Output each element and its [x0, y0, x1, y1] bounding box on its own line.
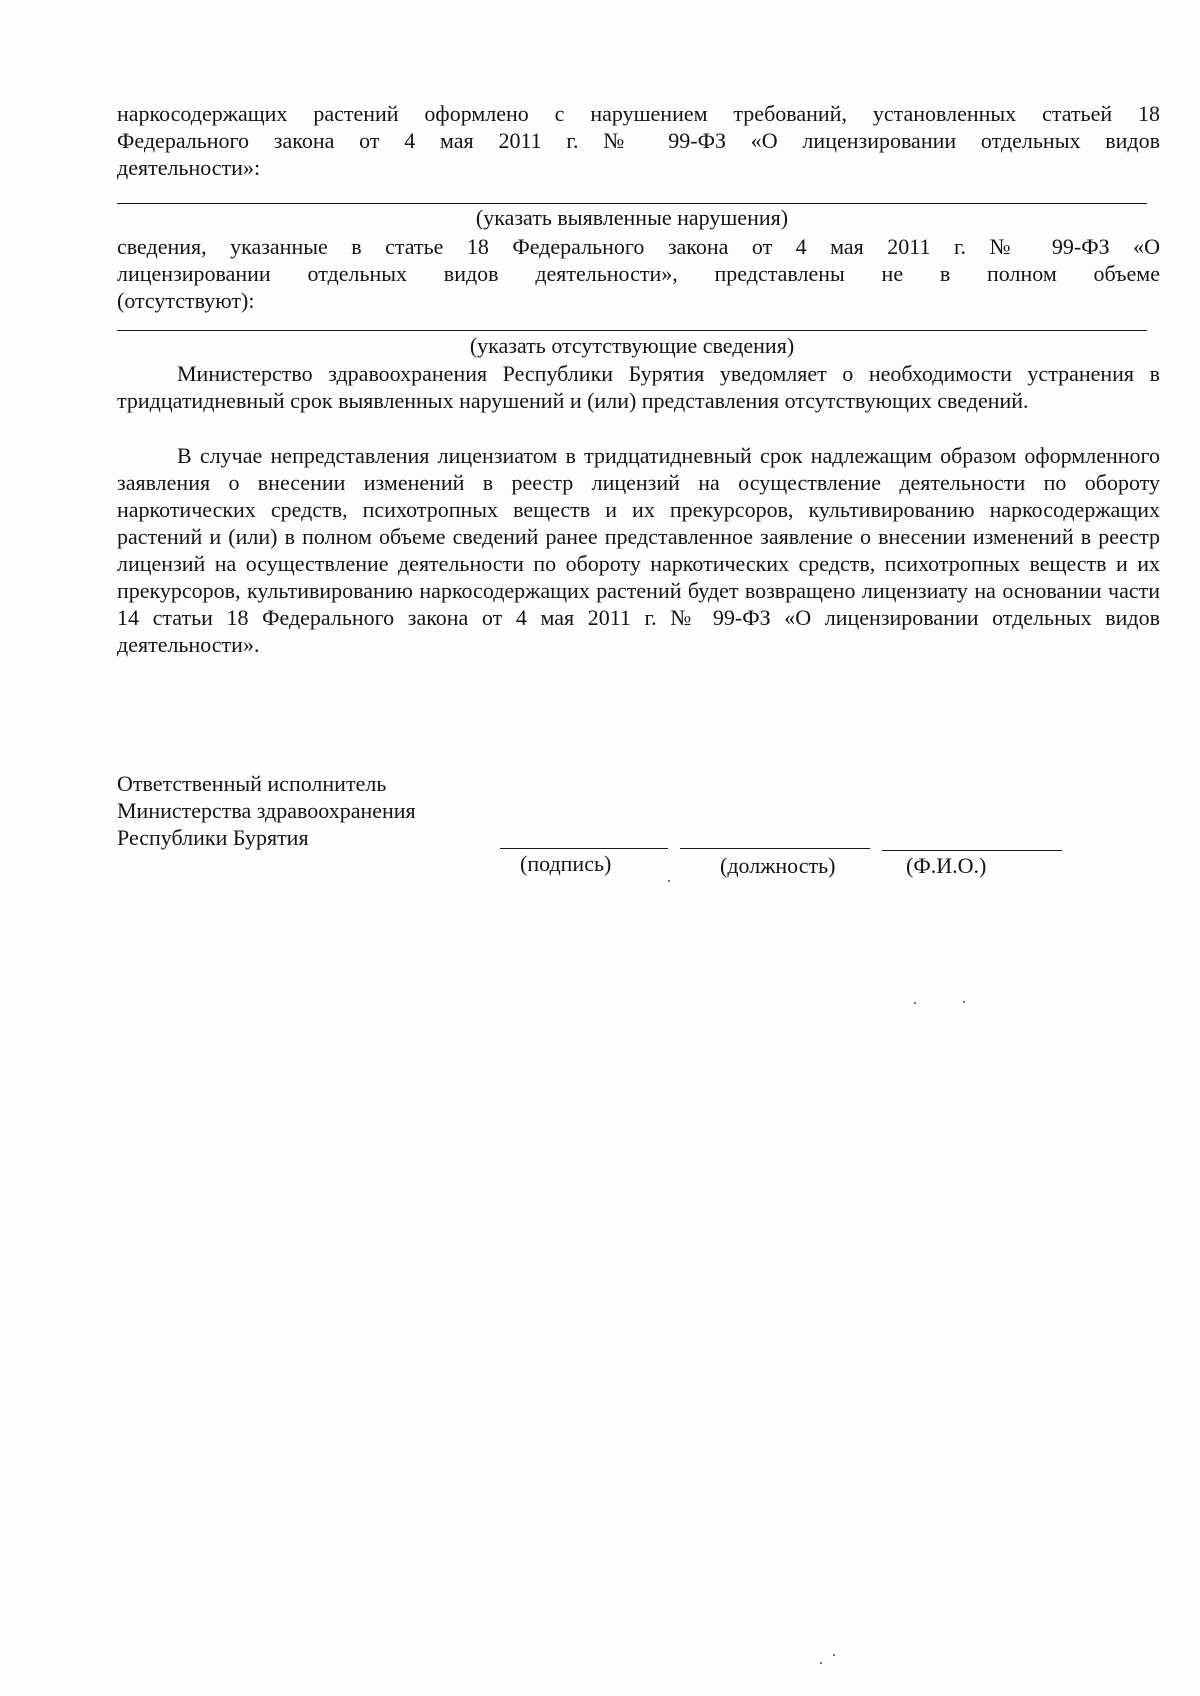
violations-fill-line	[117, 203, 1147, 204]
missing-info-line-3: (отсутствуют):	[117, 288, 255, 313]
scan-speck	[668, 880, 670, 882]
signatory-line-2: Министерства здравоохранения	[117, 798, 416, 823]
notification-paragraph: Министерство здравоохранения Республики Бурятия уведомляет о необходимости устранения в тридцатидневный срок выявленных нарушений и (или) представления отсутствующих сведений.	[117, 361, 1160, 413]
violations-caption: (указать выявленные нарушения)	[475, 205, 789, 230]
signatory-line-3: Республики Бурятия	[117, 825, 309, 850]
scan-speck	[914, 1002, 916, 1004]
violations-line-1: наркосодержащих растений оформлено с нарушением требований, установленных статьей 18	[117, 101, 1160, 126]
scan-speck	[820, 1662, 822, 1664]
missing-info-line-1: сведения, указанные в статье 18 Федерального закона от 4 мая 2011 г. № 99-ФЗ «О	[117, 234, 1160, 259]
name-line	[882, 850, 1062, 851]
return-notice-paragraph: В случае непредставления лицензиатом в тридцатидневный срок надлежащим образом оформленного заявления о внесении изменений в реестр лицензий на осуществление деятельности по обороту наркотических средств, психотропных веществ и их прекурсоров, культивированию наркосодержащих растений и (или) в полном объеме сведений ранее представленное заявление о внесении изменений в реестр лицензий на осуществление деятельности по обороту наркотических средств, психотропных веществ и их прекурсоров, культивированию наркосодержащих растений будет возвращено лицензиату на основании части 14 статьи 18 Федерального закона от 4 мая 2011 г. № 99-ФЗ «О лицензировании отдельных видов деятельности».	[117, 443, 1160, 657]
violations-paragraph	[117, 100, 1160, 181]
missing-info-fill-line	[117, 330, 1147, 331]
position-label: (должность)	[720, 853, 836, 878]
missing-info-line-2: лицензировании отдельных видов деятельности», представлены не в полном объеме	[117, 261, 1160, 286]
violations-line-2: Федерального закона от 4 мая 2011 г. № 99-ФЗ «О лицензировании отдельных видов	[117, 128, 1160, 153]
signature-label: (подпись)	[520, 851, 612, 876]
signature-line	[500, 848, 668, 849]
position-line	[680, 848, 870, 849]
violations-line-3: деятельности»:	[117, 155, 261, 180]
signatory-line-1: Ответственный исполнитель	[117, 771, 387, 796]
name-label: (Ф.И.О.)	[906, 853, 987, 878]
missing-info-paragraph	[117, 233, 1160, 314]
scan-speck	[833, 1654, 835, 1656]
scan-speck	[963, 1001, 965, 1003]
signatory-block	[117, 770, 537, 851]
missing-info-caption: (указать отсутствующие сведения)	[469, 333, 795, 358]
